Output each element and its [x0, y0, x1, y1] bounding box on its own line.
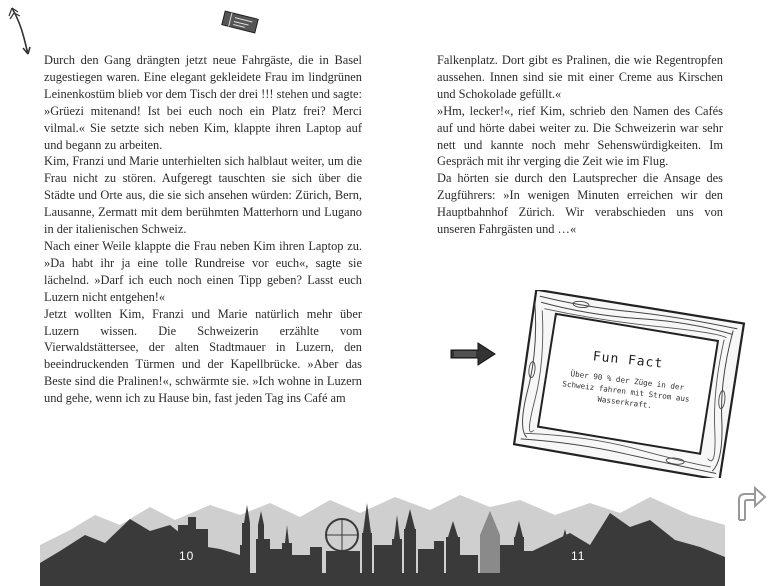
fun-fact-text: Über 90 % der Züge in der Schweiz fahren mit Strom aus Wasserkraft. — [561, 369, 691, 411]
paragraph: Da hörten sie durch den Lautsprecher die Ansage des Zugführers: »In wenigen Minuten erreichen wir den Hauptbahnhof Zürich. Wir verabschieden uns von unseren Fahrgästen und …« — [437, 171, 723, 237]
pointing-arrow-icon — [448, 340, 498, 368]
page-number-right: 11 — [571, 549, 586, 563]
paragraph: Jetzt wollten Kim, Franzi und Marie natürlich mehr über Luzern wissen. Die Schweizerin erzählte vom Vierwaldstättersee, der alten Stadtmauer in Luzern, den beeindruckenden Türmen und der Kapellbrücke. »Aber das Beste sind die Pralinen!«, schwärmte sie. »Ich wohne in Luzern und gehe, wenn ich zu Hause bin, fast jeden Tag ins Café am — [44, 306, 362, 406]
fun-fact-title: Fun Fact — [592, 349, 664, 372]
paragraph: Nach einer Weile klappte die Frau neben Kim ihren Laptop zu. »Da habt ihr ja eine tolle Rundreise vor euch«, sagte sie lächelnd. »Darf ich euch noch einen Tipp geben? Lasst euch Luzern nicht entgehen!« — [44, 238, 362, 304]
paragraph: Falkenplatz. Dort gibt es Pralinen, die wie Regentropfen aussehen. Innen sind sie mit einer Creme aus Kirschen und Schokolade gefüllt.« — [437, 53, 723, 101]
page-number-left: 10 — [179, 549, 195, 563]
left-page-text — [44, 52, 362, 407]
right-page-text — [437, 52, 723, 238]
train-ticket-icon — [219, 8, 261, 36]
paragraph: Kim, Franzi und Marie unterhielten sich halblaut weiter, um die Frau nicht zu stören. Aufgeregt tauschten sie sich über die Städte und Orte aus, die sie sich ansehen würden: Zürich, Bern, Lausanne, Zermatt mit dem berühmten Matterhorn und Lugano in der italienischen Schweiz. — [44, 154, 362, 237]
city-skyline — [0, 485, 770, 586]
paragraph: Durch den Gang drängten jetzt neue Fahrgäste, die in Basel zugestiegen waren. Eine elegant gekleidete Frau im lindgrünen Leinenkostüm blieb vor dem Tisch der drei !!! stehen und sagte: »Grüezi mitenand! Ist bei euch noch ein Platz frei? Merci vilmal.« Sie setzte sich neben Kim, klappte ihren Laptop auf und begann zu arbeiten. — [44, 53, 362, 152]
feather-arrow-icon — [6, 4, 36, 60]
paragraph: »Hm, lecker!«, rief Kim, schrieb den Namen des Cafés auf und hörte dabei weiter zu. Die Schweizerin war sehr nett und kannte noch mehr Sehenswürdigkeiten. Im Gespräch mit ihr verging die Zeit wie im Flug. — [437, 103, 723, 169]
